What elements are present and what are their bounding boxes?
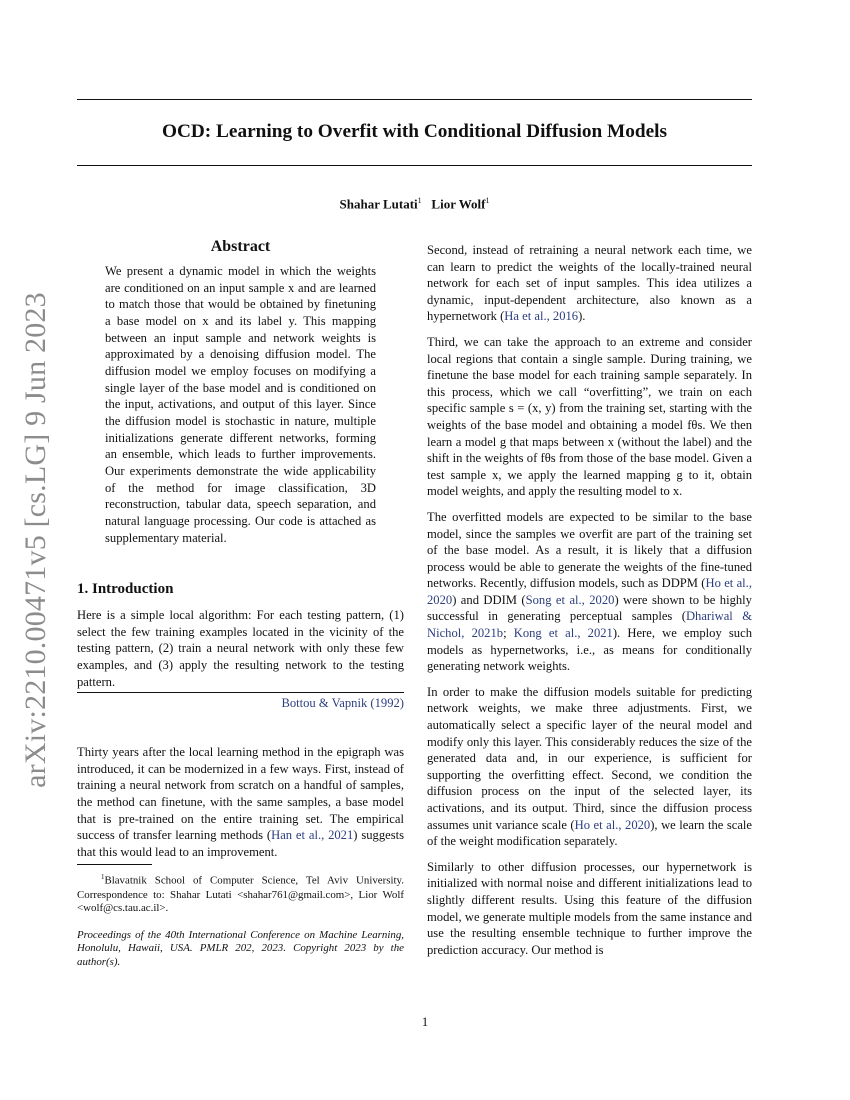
paragraph-text: ), we learn the scale of the weight modification separately. xyxy=(427,817,753,849)
paragraph-adjustments xyxy=(427,684,752,850)
author-list xyxy=(77,196,752,212)
citation-link[interactable]: Ho et al., 2020 xyxy=(427,576,752,607)
right-column xyxy=(427,242,752,967)
paragraph-text: In order to make the diffusion models suitable for predicting network weights, we make three adjustments. First, we automatically select a specific layer of the neural model and modify only this layer. This considerably reduces the size of the generated data and, in our experience, is sufficient for supporting the overfitting effect. Second, we condition the diffusion process on the input of the selected layer, its activations, and its output. Third, since the diffusion process assumes unit variance scale ( xyxy=(427,684,752,832)
paragraph-text: Second, instead of retraining a neural network each time, we can learn to predict the weights of the locally-trained neural network for each set of input samples. This idea utilizes a dynamic, input-dependent architecture, also known as a hypernetwork ( xyxy=(427,243,752,324)
intro-paragraph xyxy=(77,744,404,860)
proceedings-note xyxy=(77,929,404,970)
introduction-heading: 1. Introduction xyxy=(77,581,174,598)
arxiv-identifier-sidebar: arXiv:2210.00471v5 [cs.LG] 9 Jun 2023 xyxy=(19,292,52,788)
title-bottom-rule xyxy=(77,165,752,166)
paragraph-second xyxy=(427,242,752,325)
paragraph-ensemble: Similarly to other diffusion processes, our hypernetwork is initialized with normal noise and different initializations lead to slightly different results. Using this feature of the diffusion model, we generate multiple models from the same instance and use the resulting ensemble technique to further improve the prediction accuracy. Our method is xyxy=(427,859,752,957)
author-name: Shahar Lutati xyxy=(339,196,418,212)
footnote-mark: 1 xyxy=(100,873,105,882)
abstract-text: We present a dynamic model in which the weights are conditioned on an input sample x and are learned to match those that would be obtained by finetuning a base model on x and its label y. This mapping between an input sample and network weights is approximated by a denoising diffusion model. The diffusion model we employ focuses on modifying a single layer of the base model and is conditioned on the input, activations, and output of this layer. Since the diffusion model is stochastic in nature, multiple initializations generate different networks, forming an ensemble, which leads to further improvements. Our experiments demonstrate the wide applicability of the method for image classification, 3D reconstruction, tabular data, speech separation, and natural language processing. Our code is attached as supplementary material. xyxy=(105,264,376,545)
affiliation-footnote xyxy=(77,871,404,915)
paragraph-text: ; xyxy=(503,626,514,641)
paper-title: OCD: Learning to Overfit with Conditional Diffusion Models xyxy=(161,121,668,142)
proceedings-text: Proceedings of the 40th International Conference on Machine Learning, Honolulu, Hawaii, USA. PMLR 202, 2023. Copyright 2023 by the author(s). xyxy=(77,928,404,968)
author-name: Lior Wolf xyxy=(431,196,486,212)
paragraph-text: The overfitted models are expected to be similar to the base model, since the samples we overfit are part of the training set of the base model. As a result, it is likely that a diffusion process would be able to generate the weights of the fine-tuned networks. Recently, diffusion models, such as DDPM ( xyxy=(427,509,752,591)
citation-link[interactable]: Dhariwal & Nichol, 2021b xyxy=(427,609,752,641)
citation-link[interactable]: Han et al., 2021 xyxy=(271,828,354,843)
paragraph-text: ). xyxy=(578,309,586,324)
paragraph-third: Third, we can take the approach to an extreme and consider local regions that contain a single sample. During training, we finetune the base model for each training sample separately. In this process, which we call “overfitting”, we train on each specific sample s = (x, y) from the training set, starting with the weights of the base model and obtaining a model fθs. We then learn a model g that maps between x (without the label) and the shift in the weights of fθs from those of the base model. Given a test sample x, we apply the learned mapping g to it, obtain model weights, and apply the resulting model to x. xyxy=(427,334,752,499)
paragraph-text: ) were shown to be highly successful in generating perceptual samples ( xyxy=(427,592,752,624)
footnote-rule xyxy=(77,864,152,865)
paragraph-text: Thirty years after the local learning method in the epigraph was introduced, it can be modernized in a few ways. First, instead of training a neural network from scratch on a handful of samples, the method can finetune, with the same samples, a base model that is pre-trained on the entire training set. The empirical success of transfer learning methods ( xyxy=(77,745,404,843)
citation-link[interactable]: Song et al., 2020 xyxy=(525,592,615,607)
paragraph-overfitted xyxy=(427,509,752,675)
title-top-rule xyxy=(77,99,752,100)
paragraph-text: ) suggests that this would lead to an improvement. xyxy=(77,828,405,859)
epigraph-rule xyxy=(77,692,404,693)
footnote-text: Blavatnik School of Computer Science, Tel Aviv University. Correspondence to: Shahar Lutati <shahar761@gmail.com>, Lior Wolf <wolf@cs.tau.ac.il>. xyxy=(77,874,404,915)
citation-link[interactable]: Kong et al., 2021 xyxy=(513,626,613,641)
abstract-heading: Abstract xyxy=(210,238,271,255)
epigraph-text: Here is a simple local algorithm: For each testing pattern, (1) select the few training examples located in the vicinity of the testing pattern, (2) train a neural network with only these few examples, and (3) apply the resulting network to the testing pattern. xyxy=(77,608,404,689)
author-affiliation-mark: 1 xyxy=(485,196,490,205)
paragraph-text: ) and DDIM ( xyxy=(452,592,526,607)
epigraph-citation[interactable]: Bottou & Vapnik (1992) xyxy=(281,696,404,711)
epigraph xyxy=(77,607,404,711)
citation-link[interactable]: Ha et al., 2016 xyxy=(504,309,579,324)
paragraph-text: ). Here, we employ such models as hypernetworks, i.e., as means for conditionally generating network weights. xyxy=(427,626,752,674)
author-affiliation-mark: 1 xyxy=(417,196,422,205)
page-number: 1 xyxy=(421,1015,429,1029)
left-column xyxy=(77,238,404,980)
citation-link[interactable]: Ho et al., 2020 xyxy=(574,817,651,832)
